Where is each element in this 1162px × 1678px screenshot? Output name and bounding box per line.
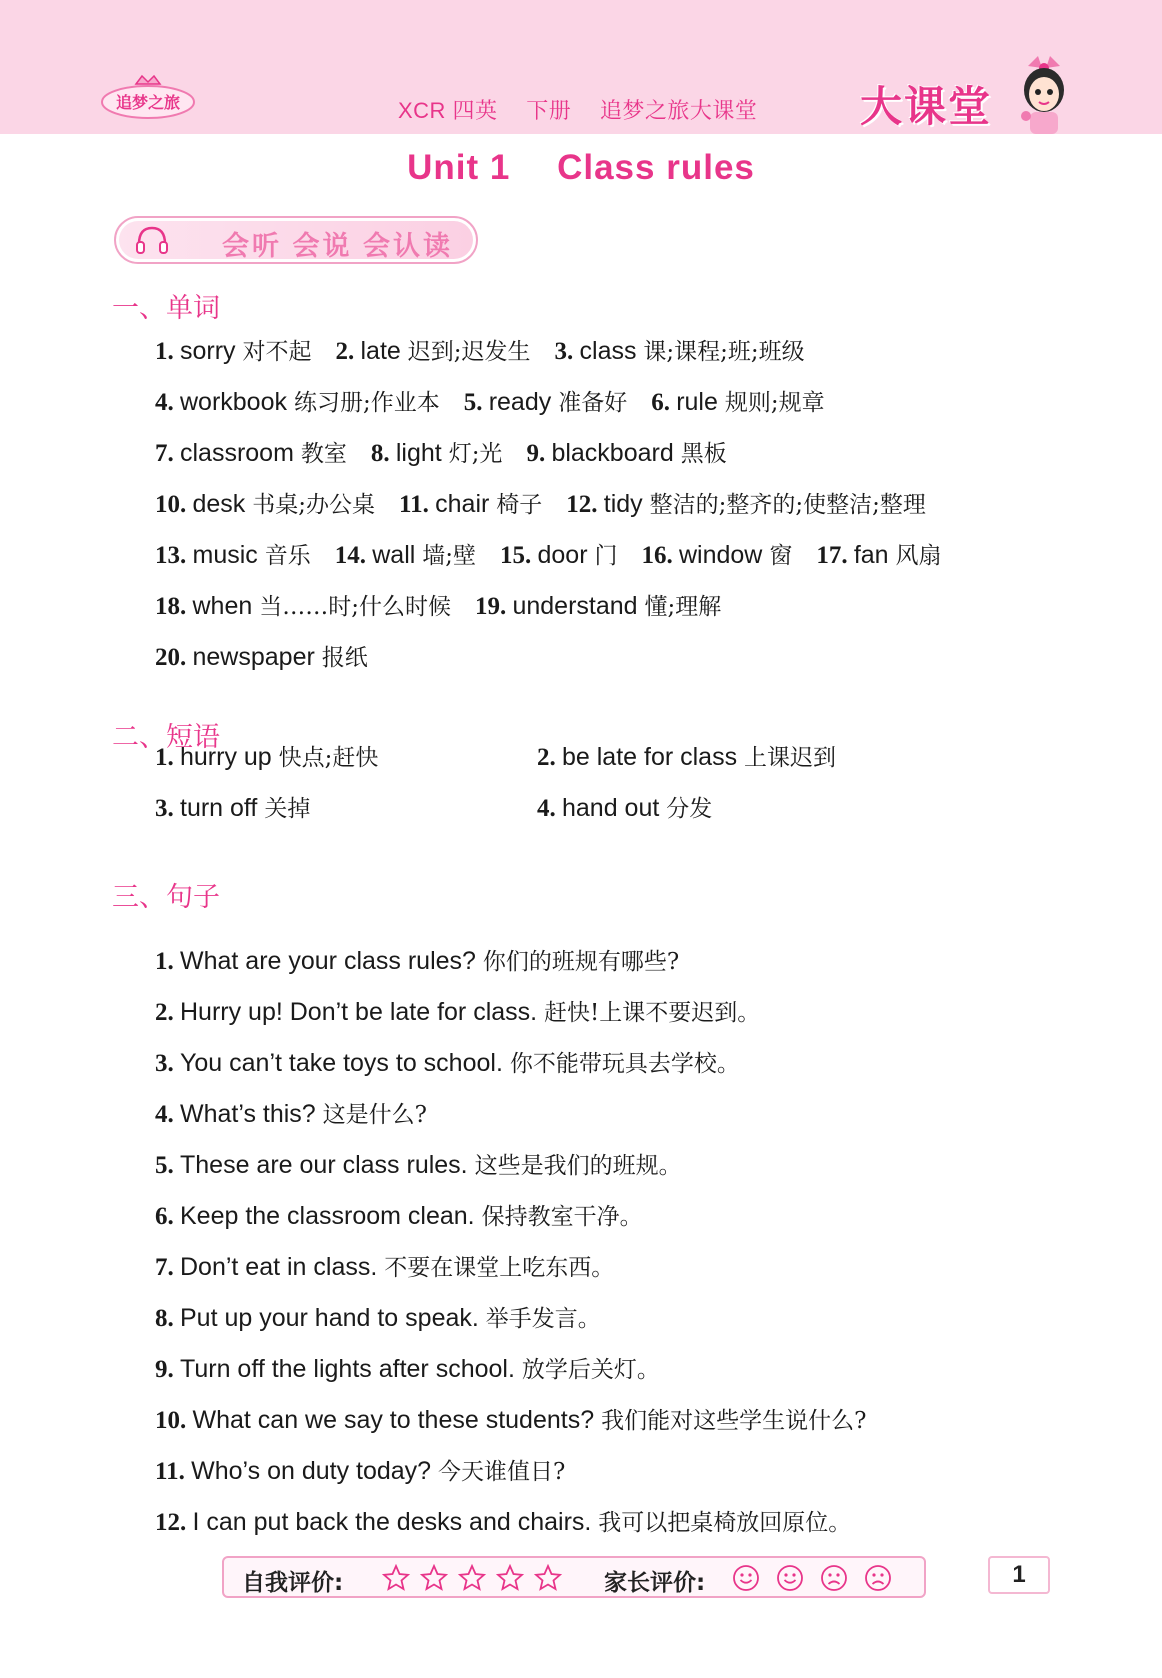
sentence-chinese: 赶快!上课不要迟到。 xyxy=(544,1000,761,1026)
word-item xyxy=(155,592,451,620)
word-number: 11. xyxy=(399,491,436,518)
word-number: 1. xyxy=(155,338,180,365)
sentence-chinese: 今天谁值日? xyxy=(438,1459,566,1485)
words-section-title: 一、单词 xyxy=(112,293,220,323)
phrase-number: 2. xyxy=(537,744,562,771)
word-number: 19. xyxy=(474,593,513,620)
smile-face-icon[interactable] xyxy=(776,1564,804,1592)
word-english: window xyxy=(678,541,770,569)
sentence-english: Who’s on duty today? xyxy=(191,1457,439,1485)
sentence-english: These are our class rules. xyxy=(180,1151,475,1179)
word-chinese: 音乐 xyxy=(264,543,311,569)
word-chinese: 准备好 xyxy=(558,390,628,416)
word-row xyxy=(155,487,926,521)
word-item xyxy=(155,643,368,671)
sentence-number: 5. xyxy=(155,1152,180,1179)
word-number: 18. xyxy=(155,593,193,620)
star-icon[interactable] xyxy=(534,1564,562,1592)
logo-icon xyxy=(98,70,198,122)
word-item xyxy=(816,541,941,569)
phrase-item xyxy=(155,791,310,826)
book-code: XCR 四英 xyxy=(398,98,498,123)
sentence-chinese: 我们能对这些学生说什么? xyxy=(601,1408,867,1434)
word-row xyxy=(155,640,368,674)
sentence-chinese: 我可以把桌椅放回原位。 xyxy=(598,1510,852,1536)
sentence-item xyxy=(155,1097,427,1132)
word-chinese: 书桌;办公桌 xyxy=(252,492,376,518)
sentence-item xyxy=(155,1199,643,1234)
sentence-english: Turn off the lights after school. xyxy=(180,1355,522,1383)
sentence-chinese: 这是什么? xyxy=(322,1102,427,1128)
word-english: understand xyxy=(512,592,645,620)
smile-face-icon[interactable] xyxy=(732,1564,760,1592)
sentence-item xyxy=(155,995,760,1030)
sentence-number: 7. xyxy=(155,1254,180,1281)
word-item xyxy=(155,541,311,569)
word-item xyxy=(555,337,805,365)
sentences-section-title: 三、句子 xyxy=(112,882,220,912)
word-number: 20. xyxy=(155,644,193,671)
word-english: when xyxy=(192,592,260,620)
headphone-icon xyxy=(134,224,170,256)
word-number: 13. xyxy=(155,542,193,569)
sentence-number: 3. xyxy=(155,1050,180,1077)
brand-logo: 大课堂 xyxy=(860,82,993,131)
word-english: wall xyxy=(372,541,423,569)
word-english: door xyxy=(537,541,595,569)
sentence-english: Keep the classroom clean. xyxy=(180,1202,482,1230)
word-number: 16. xyxy=(641,542,679,569)
word-chinese: 懂;理解 xyxy=(644,594,722,620)
word-chinese: 课;课程;班;班级 xyxy=(643,339,805,365)
word-english: ready xyxy=(488,388,559,416)
sentence-chinese: 举手发言。 xyxy=(485,1306,601,1332)
sentence-english: I can put back the desks and chairs. xyxy=(192,1508,599,1536)
girl-mascot-icon xyxy=(1008,52,1080,134)
word-chinese: 报纸 xyxy=(321,645,368,671)
word-english: rule xyxy=(676,388,725,416)
word-row xyxy=(155,385,825,419)
word-number: 9. xyxy=(526,440,552,467)
word-english: music xyxy=(192,541,265,569)
word-number: 6. xyxy=(651,389,677,416)
word-chinese: 黑板 xyxy=(680,441,727,467)
word-english: workbook xyxy=(180,388,294,416)
phrase-chinese: 上课迟到 xyxy=(744,745,837,771)
phrase-english: be late for class xyxy=(562,743,745,771)
sentence-number: 8. xyxy=(155,1305,180,1332)
star-icon[interactable] xyxy=(496,1564,524,1592)
sentence-number: 1. xyxy=(155,948,180,975)
sentence-english: What’s this? xyxy=(180,1100,323,1128)
phrase-item xyxy=(537,740,836,775)
word-item xyxy=(155,439,347,467)
sad-face-icon[interactable] xyxy=(864,1564,892,1592)
phrase-chinese: 关掉 xyxy=(264,796,311,822)
self-evaluation-label: 自我评价: xyxy=(242,1570,344,1596)
word-chinese: 规则;规章 xyxy=(724,390,825,416)
phrase-number: 4. xyxy=(537,795,562,822)
word-item xyxy=(566,490,926,518)
sentence-chinese: 保持教室干净。 xyxy=(481,1204,643,1230)
star-icon[interactable] xyxy=(458,1564,486,1592)
word-english: class xyxy=(579,337,644,365)
sentence-item xyxy=(155,1301,601,1336)
phrase-number: 3. xyxy=(155,795,180,822)
word-item xyxy=(155,388,440,416)
volume: 下册 xyxy=(526,98,572,123)
sentence-chinese: 你们的班规有哪些? xyxy=(482,949,680,975)
word-item xyxy=(335,541,476,569)
word-number: 3. xyxy=(554,338,580,365)
word-item xyxy=(155,337,312,365)
word-number: 5. xyxy=(463,389,489,416)
word-english: newspaper xyxy=(192,643,322,671)
word-number: 14. xyxy=(334,542,373,569)
evaluation-box xyxy=(222,1556,926,1598)
sentence-number: 10. xyxy=(155,1407,193,1434)
phrase-number: 1. xyxy=(155,744,180,771)
word-chinese: 对不起 xyxy=(242,339,312,365)
sentence-english: Hurry up! Don’t be late for class. xyxy=(180,998,545,1026)
word-number: 17. xyxy=(816,542,854,569)
word-number: 12. xyxy=(566,491,604,518)
word-item xyxy=(475,592,721,620)
word-chinese: 椅子 xyxy=(496,492,543,518)
sentence-english: What are your class rules? xyxy=(180,947,483,975)
word-chinese: 迟到;迟发生 xyxy=(407,339,531,365)
word-english: desk xyxy=(192,490,253,518)
word-number: 4. xyxy=(155,389,180,416)
word-english: classroom xyxy=(180,439,301,467)
sentence-item xyxy=(155,1250,614,1285)
star-icon[interactable] xyxy=(420,1564,448,1592)
word-chinese: 门 xyxy=(594,543,618,569)
word-english: blackboard xyxy=(551,439,681,467)
sentence-chinese: 你不能带玩具去学校。 xyxy=(509,1051,740,1077)
phrase-english: turn off xyxy=(180,794,265,822)
sentence-number: 4. xyxy=(155,1101,180,1128)
word-number: 8. xyxy=(370,440,396,467)
word-chinese: 灯;光 xyxy=(448,441,503,467)
sentence-english: Put up your hand to speak. xyxy=(180,1304,486,1332)
sentence-item xyxy=(155,944,679,979)
word-row xyxy=(155,538,942,572)
unit-number: Unit 1 xyxy=(407,148,511,187)
word-item xyxy=(371,439,503,467)
sentence-item xyxy=(155,1148,682,1183)
word-chinese: 墙;壁 xyxy=(422,543,476,569)
unit-title xyxy=(0,148,1162,188)
skill-banner xyxy=(114,216,478,264)
word-number: 2. xyxy=(335,338,361,365)
phrase-english: hand out xyxy=(562,794,667,822)
word-item xyxy=(336,337,531,365)
word-english: sorry xyxy=(180,337,243,365)
word-item xyxy=(651,388,824,416)
phrase-item xyxy=(155,740,378,775)
sad-face-icon[interactable] xyxy=(820,1564,848,1592)
word-item xyxy=(464,388,627,416)
phrase-chinese: 分发 xyxy=(666,796,713,822)
phrase-item xyxy=(537,791,712,826)
sentence-number: 2. xyxy=(155,999,180,1026)
word-chinese: 窗 xyxy=(769,543,793,569)
star-icon[interactable] xyxy=(382,1564,410,1592)
word-item xyxy=(526,439,726,467)
header-info xyxy=(398,94,779,125)
word-english: fan xyxy=(853,541,896,569)
sentence-item xyxy=(155,1403,866,1438)
sentence-english: What can we say to these students? xyxy=(192,1406,602,1434)
sentence-item xyxy=(155,1352,660,1387)
phrases-section-title: 二、短语 xyxy=(112,722,220,752)
sentence-chinese: 不要在课堂上吃东西。 xyxy=(384,1255,615,1281)
phrase-chinese: 快点;赶快 xyxy=(278,745,379,771)
word-chinese: 教室 xyxy=(300,441,347,467)
page-number: 1 xyxy=(988,1556,1050,1594)
unit-name: Class rules xyxy=(557,148,755,187)
word-english: tidy xyxy=(603,490,650,518)
word-row xyxy=(155,334,805,368)
word-english: chair xyxy=(435,490,497,518)
skill-banner-text: 会听 会说 会认读 xyxy=(222,231,454,261)
sentence-number: 11. xyxy=(155,1458,192,1485)
sentence-english: Don’t eat in class. xyxy=(180,1253,385,1281)
word-item xyxy=(155,490,375,518)
sentence-english: You can’t take toys to school. xyxy=(180,1049,510,1077)
word-chinese: 风扇 xyxy=(895,543,942,569)
parent-evaluation-label: 家长评价: xyxy=(604,1570,706,1596)
word-row xyxy=(155,589,721,623)
sentence-number: 9. xyxy=(155,1356,180,1383)
word-chinese: 练习册;作业本 xyxy=(293,390,440,416)
sentence-chinese: 放学后关灯。 xyxy=(521,1357,660,1383)
word-item xyxy=(641,541,792,569)
series-name: 追梦之旅大课堂 xyxy=(599,98,758,123)
sentence-item xyxy=(155,1505,851,1540)
sentence-number: 12. xyxy=(155,1509,193,1536)
word-english: light xyxy=(395,439,449,467)
word-chinese: 整洁的;整齐的;使整洁;整理 xyxy=(649,492,926,518)
word-row xyxy=(155,436,727,470)
sentence-item xyxy=(155,1046,740,1081)
sentence-number: 6. xyxy=(155,1203,180,1230)
logo-text: 追梦之旅 xyxy=(115,93,181,112)
phrase-english: hurry up xyxy=(180,743,279,771)
word-item xyxy=(399,490,542,518)
sentence-chinese: 这些是我们的班规。 xyxy=(474,1153,682,1179)
word-english: late xyxy=(360,337,408,365)
word-number: 10. xyxy=(155,491,193,518)
word-number: 15. xyxy=(500,542,538,569)
word-number: 7. xyxy=(155,440,180,467)
word-item xyxy=(500,541,617,569)
sentence-item xyxy=(155,1454,565,1489)
word-chinese: 当……时;什么时候 xyxy=(259,594,451,620)
